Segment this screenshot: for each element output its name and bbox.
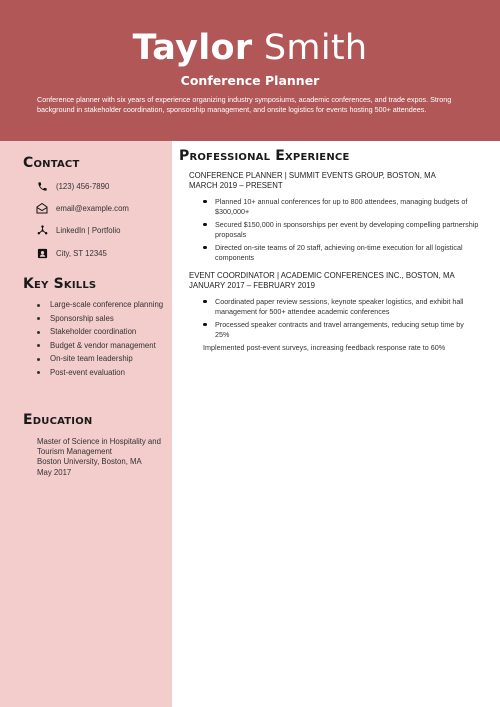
skill-item: Budget & vendor management	[36, 341, 166, 351]
location-icon	[36, 247, 48, 259]
contact-linkedin[interactable]	[36, 222, 120, 238]
education-entry	[37, 437, 162, 478]
first-name: Taylor	[132, 28, 253, 68]
education-date: May 2017	[37, 467, 72, 477]
contact-phone	[36, 178, 109, 194]
skill-item: Post-event evaluation	[36, 368, 166, 378]
job-bullet: Secured $150,000 in sponsorships per event by developing compelling partnership proposals	[203, 220, 479, 239]
job-bullets	[189, 197, 479, 262]
skill-item: Stakeholder coordination	[36, 327, 166, 337]
skill-item: On-site team leadership	[36, 354, 166, 364]
last-name: Smith	[263, 28, 368, 68]
job-title-line: CONFERENCE PLANNER | SUMMIT EVENTS GROUP, BOSTON, MA	[189, 171, 436, 180]
resume-header	[0, 0, 500, 141]
email-icon	[36, 202, 48, 214]
experience-heading: Professional Experience	[179, 148, 350, 164]
education-school: Boston University, Boston, MA	[37, 457, 142, 467]
linkedin-text: LinkedIn | Portfolio	[56, 225, 121, 235]
phone-icon	[36, 180, 48, 192]
job-bullet: Planned 10+ annual conferences for up to 800 attendees, managing budgets of $300,000+	[203, 197, 479, 216]
skills-heading: Key Skills	[23, 276, 97, 292]
job-bullets	[189, 297, 479, 339]
profile-summary: Conference planner with six years of experience organizing industry symposiums, academic conferences, and trade expos. Strong background in stakeholder coordination, sponsorship management, and onsite logistics for events hosting 500+ attendees.	[37, 95, 452, 114]
contact-heading: Contact	[23, 155, 80, 171]
job-bullet: Coordinated paper review sessions, keynote speaker logistics, and exhibit hall management for 500+ attendee academic conferences	[203, 297, 479, 316]
phone-text: (123) 456-7890	[56, 181, 110, 191]
job-entry	[189, 271, 479, 353]
candidate-name	[0, 28, 500, 68]
job-extra-line: Implemented post-event surveys, increasing feedback response rate to 60%	[203, 343, 446, 352]
linkedin-icon	[36, 224, 48, 236]
job-dates: JANUARY 2017 – FEBRUARY 2019	[189, 281, 315, 290]
skill-item: Large-scale conference planning	[36, 300, 166, 310]
job-bullet: Directed on-site teams of 20 staff, achieving on-time execution for all logistical components	[203, 243, 479, 262]
job-title-line: EVENT COORDINATOR | ACADEMIC CONFERENCES INC., BOSTON, MA	[189, 271, 455, 280]
contact-email[interactable]	[36, 200, 129, 216]
job-title: Conference Planner	[180, 73, 320, 88]
skills-list	[36, 300, 166, 381]
job-bullet: Processed speaker contracts and travel arrangements, reducing setup time by 25%	[203, 320, 479, 339]
job-entry	[189, 171, 479, 266]
skill-item: Sponsorship sales	[36, 314, 166, 324]
education-degree: Master of Science in Hospitality and Tourism Management	[37, 437, 161, 457]
contact-location	[36, 245, 107, 261]
email-text: email@example.com	[56, 203, 129, 213]
job-dates: MARCH 2019 – PRESENT	[189, 181, 283, 190]
education-heading: Education	[23, 412, 93, 428]
location-text: City, ST 12345	[56, 248, 107, 258]
